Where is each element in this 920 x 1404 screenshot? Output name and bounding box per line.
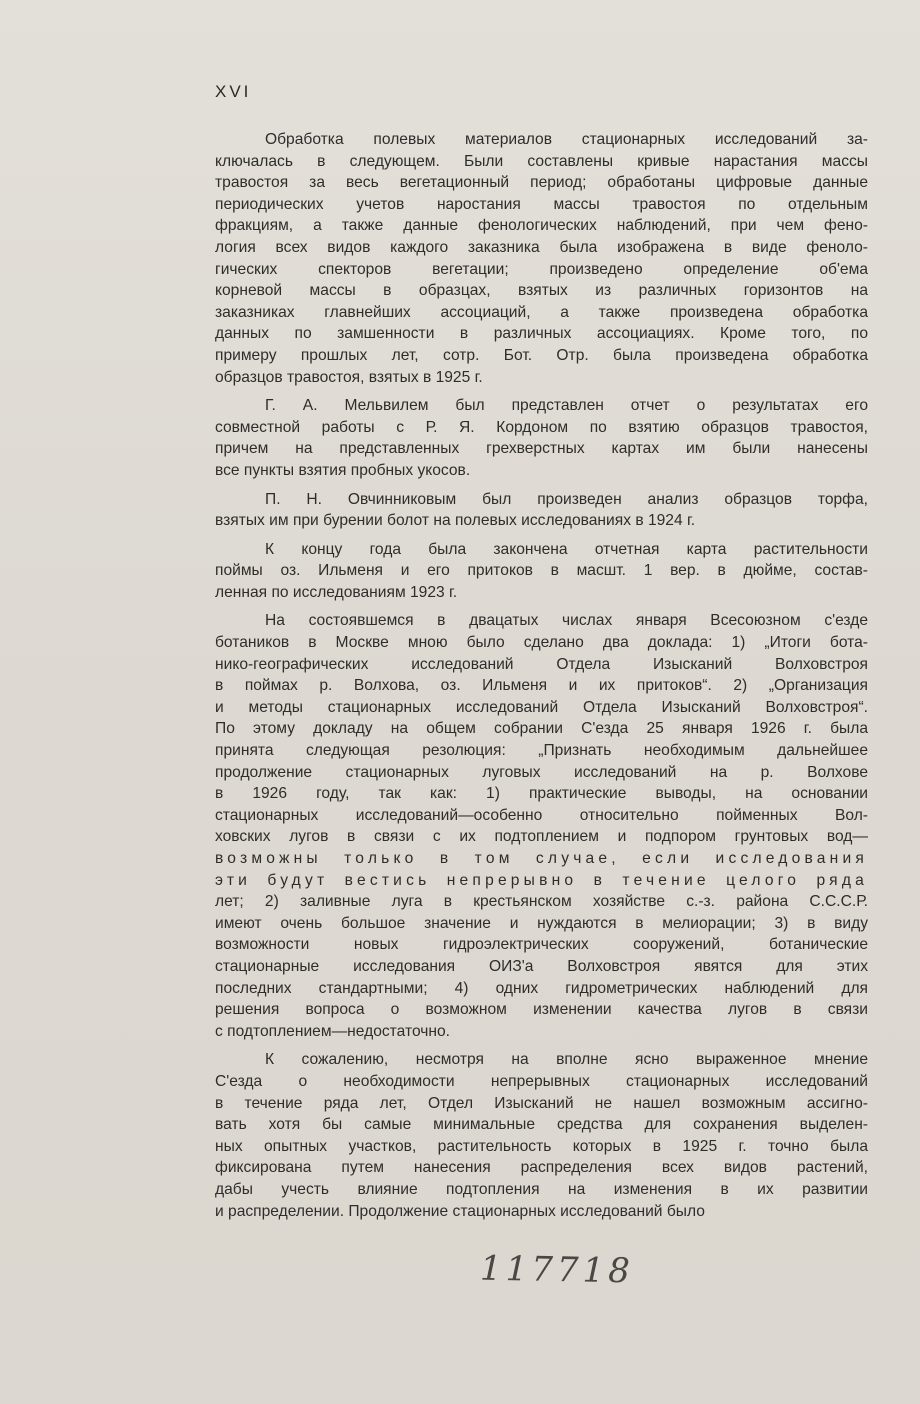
text-line: заказниках главнейших ассоциаций, а также произведена обработка — [215, 303, 868, 321]
text-line: продолжение стационарных луговых исследований на р. Волхове — [215, 763, 868, 781]
text-line: данных по замшенности в различных ассоциациях. Кроме того, по — [215, 325, 868, 343]
text-line: фракциям, а также данные фенологических наблюдений, при чем фено- — [215, 217, 868, 235]
text-line: причем на представленных грехверстных картах им были нанесены — [215, 440, 868, 458]
text-line: в поймах р. Волхова, оз. Ильменя и их притоков“. 2) „Организация — [215, 677, 868, 695]
text-line: примеру прошлых лет, сотр. Бот. Отр. была произведена обработка — [215, 346, 868, 364]
text-line: в 1926 году, так как: 1) практические выводы, на основании — [215, 785, 868, 803]
text-line: Г. А. Мельвилем был представлен отчет о результатах его — [265, 397, 868, 415]
text-line: фиксирована путем нанесения распределения всех видов растений, — [215, 1159, 868, 1177]
body-text — [215, 129, 868, 1229]
text-line: последних стандартными; 4) одних гидрометрических наблюдений для — [215, 979, 868, 997]
text-line: и методы стационарных исследований Отдела Изысканий Волховстроя“. — [215, 698, 868, 716]
text-line: нико-географических исследований Отдела Изысканий Волховстроя — [215, 655, 868, 673]
text-line: ботаников в Москве мною было сделано два доклада: 1) „Итоги бота- — [215, 634, 868, 652]
text-line: ховских лугов в связи с их подтоплением и подпором грунтовых вод— — [215, 828, 868, 846]
text-line: По этому докладу на общем собрании С'езда 25 января 1926 г. была — [215, 720, 868, 738]
text-line: в течение ряда лет, Отдел Изысканий не нашел возможным ассигно- — [215, 1094, 868, 1112]
text-line: вать хотя бы самые минимальные средства для сохранения выделен- — [215, 1116, 868, 1134]
paragraph — [215, 610, 868, 1042]
text-line: На состоявшемся в двацатых числах января Всесоюзном с'езде — [265, 612, 868, 630]
text-line: решения вопроса о возможном изменении качества лугов в связи — [215, 1001, 868, 1019]
text-line: Обработка полевых материалов стационарных исследований за- — [265, 131, 868, 148]
text-line: П. Н. Овчинниковым был произведен анализ образцов торфа, — [265, 490, 868, 508]
paragraph — [215, 539, 868, 604]
text-line: поймы оз. Ильменя и его притоков в масшт. 1 вер. в дюйме, состав- — [215, 562, 868, 580]
text-line: дабы учесть влияние подтопления на изменения в их развитии — [215, 1180, 868, 1198]
text-line: эти будут вестись непрерывно в течение целого ряда — [215, 871, 868, 889]
text-line: ных опытных участков, растительность которых в 1925 г. точно была — [215, 1137, 868, 1155]
text-line: взятых им при бурении болот на полевых исследованиях в 1924 г. — [215, 512, 696, 530]
paragraph — [215, 1049, 868, 1222]
text-line: с подтоплением—недостаточно. — [215, 1022, 451, 1040]
paragraph — [215, 489, 868, 532]
text-line: совместной работы с Р. Я. Кордоном по взятию образцов травостоя, — [215, 418, 868, 436]
text-line: возможности новых гидроэлектрических сооружений, ботанические — [215, 936, 868, 954]
text-line: корневой массы в образцах, взятых из различных горизонтов на — [215, 282, 868, 300]
text-line: все пункты взятия пробных укосов. — [215, 461, 471, 479]
page-number: XVI — [215, 82, 252, 101]
text-line: и распределении. Продолжение стационарных исследований было — [215, 1202, 705, 1220]
text-line: стационарные исследования ОИЗ'а Волховстроя явятся для этих — [215, 957, 868, 975]
text-line: ключалась в следующем. Были составлены кривые нарастания массы — [215, 152, 868, 170]
text-line: гических спекторов вегетации; произведено определение об'ема — [215, 260, 868, 278]
text-line: К сожалению, несмотря на вполне ясно выраженное мнение — [265, 1051, 868, 1069]
text-line: С'езда о необходимости непрерывных стационарных исследований — [215, 1072, 868, 1090]
handwritten-inventory-number: 117718 — [479, 1248, 635, 1292]
text-line: логия всех видов каждого заказника была изображена в виде феноло- — [215, 238, 868, 256]
paragraph — [215, 395, 868, 481]
text-line: стационарных исследований—особенно относительно пойменных Вол- — [215, 806, 868, 824]
text-line: лет; 2) заливные луга в крестьянском хозяйстве с.-з. района С.С.С.Р. — [215, 893, 868, 911]
text-line: периодических учетов наростания массы травостоя по отдельным — [215, 195, 868, 213]
paragraph — [215, 129, 868, 388]
text-line: К концу года была закончена отчетная карта растительности — [265, 540, 868, 558]
text-line: принята следующая резолюция: „Признать необходимым дальнейшее — [215, 742, 868, 760]
text-line: возможны только в том случае, если исследования — [215, 850, 868, 867]
text-line: имеют очень большое значение и нуждаются в мелиорации; 3) в виду — [215, 914, 868, 932]
text-line: образцов травостоя, взятых в 1925 г. — [215, 368, 483, 386]
text-line: травостоя за весь вегетационный период; обработаны цифровые данные — [215, 174, 868, 192]
text-line: ленная по исследованиям 1923 г. — [215, 583, 458, 601]
